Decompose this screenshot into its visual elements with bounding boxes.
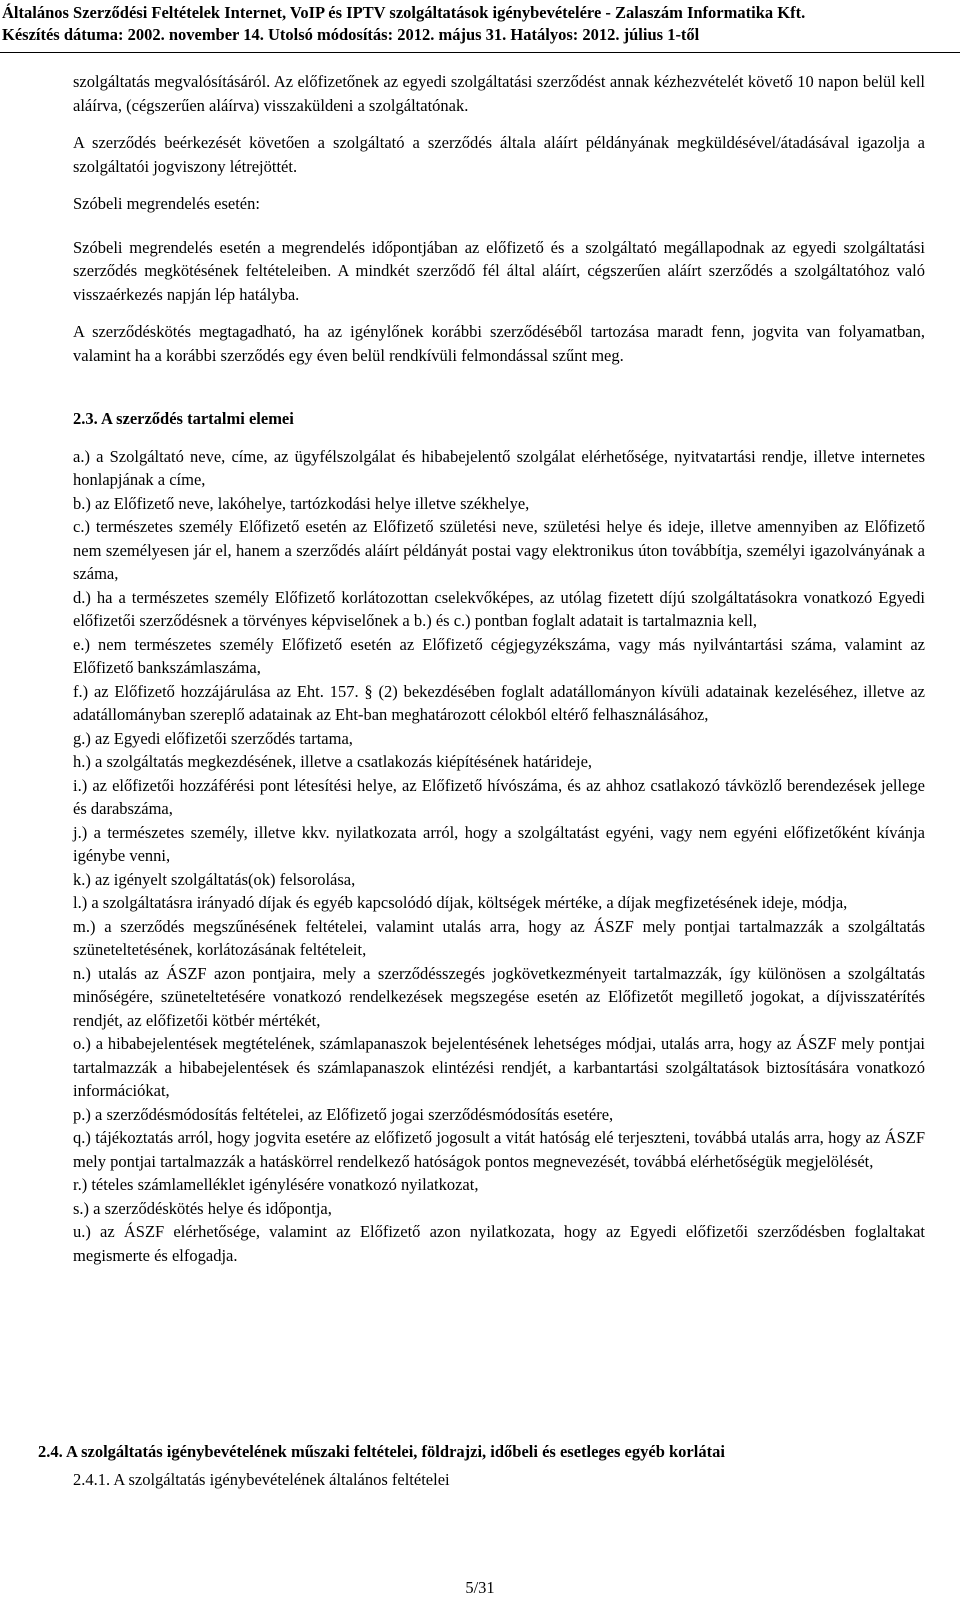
paragraph-refusal: A szerződéskötés megtagadható, ha az igénylőnek korábbi szerződéséből tartozása maradt fenn, jogvita van folyamatban, valamint ha a korábbi szerződés egy éven belül rendkívüli felmondással szűnt meg. [73,322,925,365]
list-item: b.) az Előfizető neve, lakóhelye, tartózkodási helye illetve székhelye, [73,493,530,513]
list-item: c.) természetes személy Előfizető esetén az Előfizető születési neve, születési helye és ideje, illetve amennyiben az Előfizető nem személyesen jár el, hanem a szerződés aláírt példányát postai vagy elektronikus úton továbbítja, személyi igazolványának a száma, [73,517,925,583]
document-body [73,70,925,1267]
paragraph-contract-return: szolgáltatás megvalósításáról. Az előfizetőnek az egyedi szolgáltatási szerződést annak kézhezvételét követő 10 napon belül kell aláírva, (cégszerűen aláírva) visszaküldeni a szolgáltatónak. [73,72,925,115]
paragraph-oral-order: Szóbeli megrendelés esetén a megrendelés időpontjában az előfizető és a szolgáltató megállapodnak az egyedi szolgáltatási szerződés megkötésének feltételeiben. A mindkét szerződő fél által aláírt, cégszerűen aláírt szerződés a szolgáltatóhoz való visszaérkezés napján lép hatályba. [73,237,925,304]
list-item: k.) az igényelt szolgáltatás(ok) felsorolása, [73,869,356,889]
section-heading-2-3: 2.3. A szerződés tartalmi elemei [73,409,294,428]
paragraph-contract-confirmation: A szerződés beérkezését követően a szolgáltató a szerződés általa aláírt példányának megküldésével/átadásával igazolja a szolgáltatói jogviszony létrejöttét. [73,133,925,176]
list-item: g.) az Egyedi előfizetői szerződés tartama, [73,728,353,748]
contract-elements-list [73,445,925,1268]
list-item: f.) az Előfizető hozzájárulása az Eht. 157. § (2) bekezdésében foglalt adatállományon kívüli adatainak kezeléséhez, illetve az adatállományban szereplő adatainak az Eht-ban meghatározott célokból eltérő felhasználásához, [73,681,925,724]
paragraph-oral-order-label: Szóbeli megrendelés esetén: [73,194,260,213]
list-item: l.) a szolgáltatásra irányadó díjak és egyéb kapcsolódó díjak, költségek mértéke, a díjak megfizetésének ideje, módja, [73,893,848,912]
list-item: p.) a szerződésmódosítás feltételei, az Előfizető jogai szerződésmódosítás esetére, [73,1104,614,1124]
header-dates: Készítés dátuma: 2002. november 14. Utolsó módosítás: 2012. május 31. Hatályos: 2012. július 1-től [2,25,700,44]
subsection-heading-2-4-1: 2.4.1. A szolgáltatás igénybevételének általános feltételei [73,1470,450,1489]
list-item: r.) tételes számlamelléklet igénylésére vonatkozó nyilatkozat, [73,1175,479,1194]
list-item: d.) ha a természetes személy Előfizető korlátozottan cselekvőképes, az utólag fizetett díjú szolgáltatásokra vonatkozó Egyedi előfizetői szerződésnek a törvényes képviselőnek a b.) és c.) pontban foglalt adatait is tartalmaznia kell, [73,587,925,630]
list-item: a.) a Szolgáltató neve, címe, az ügyfélszolgálat és hibabejelentő szolgálat elérhetősége, nyitvatartási rendje, illetve internetes honlapjának a címe, [73,446,925,489]
list-item: j.) a természetes személy, illetve kkv. nyilatkozata arról, hogy a szolgáltatást egyéni, vagy nem egyéni előfizetőként kívánja igénybe venni, [73,822,925,865]
list-item: o.) a hibabejelentések megtételének, számlapanaszok bejelentésének lehetséges módjai, utalás arra, hogy az ÁSZF mely pontjai tartalmazzák a hibabejelentések és számlapanaszok elintézési rendjét, a karbantartási szolgáltatások biztosítására vonatkozó információkat, [73,1034,925,1100]
list-item: i.) az előfizetői hozzáférési pont létesítési helye, az Előfizető hívószáma, és az ahhoz csatlakozó távközlő berendezések jellege és darabszáma, [73,775,925,818]
list-item: n.) utalás az ÁSZF azon pontjaira, mely a szerződésszegés jogkövetkezményeit tartalmazzák, így különösen a szolgáltatás minőségére, szüneteltetésére vonatkozó rendelkezések megszegése esetén az Előfizetőt megillető jogokat, a díjvisszatérítés rendjét, az előfizetői kötbér mértékét, [73,963,925,1030]
page-number: 5/31 [465,1578,495,1597]
page-header [0,2,960,53]
header-title: Általános Szerződési Feltételek Internet, VoIP és IPTV szolgáltatások igénybevételére - Zalaszám Informatika Kft. [2,3,806,22]
list-item: h.) a szolgáltatás megkezdésének, illetve a csatlakozás kiépítésének határideje, [73,752,593,771]
list-item: u.) az ÁSZF elérhetősége, valamint az Előfizető azon nyilatkozata, hogy az Egyedi előfizetői szerződésben foglaltakat megismerte és elfogadja. [73,1222,925,1265]
list-item: m.) a szerződés megszűnésének feltételei, valamint utalás arra, hogy az ÁSZF mely pontjai tartalmazzák a szolgáltatás szüneteltetésének, korlátozásának feltételeit, [73,916,925,959]
section-heading-2-4: 2.4. A szolgáltatás igénybevételének műszaki feltételei, földrajzi, időbeli és esetleges egyéb korlátai [38,1442,725,1461]
list-item: e.) nem természetes személy Előfizető esetén az Előfizető cégjegyzékszáma, vagy más nyilvántartási száma, valamint az Előfizető bankszámlaszáma, [73,634,925,677]
list-item: q.) tájékoztatás arról, hogy jogvita esetére az előfizető jogosult a vitát hatóság elé terjeszteni, továbbá utalás arra, hogy az ÁSZF mely pontjai tartalmazzák a hatáskörrel rendelkező hatóságok pontos megnevezését, továbbá elérhetőségük megjelölését, [73,1128,925,1171]
list-item: s.) a szerződéskötés helye és időpontja, [73,1198,332,1218]
